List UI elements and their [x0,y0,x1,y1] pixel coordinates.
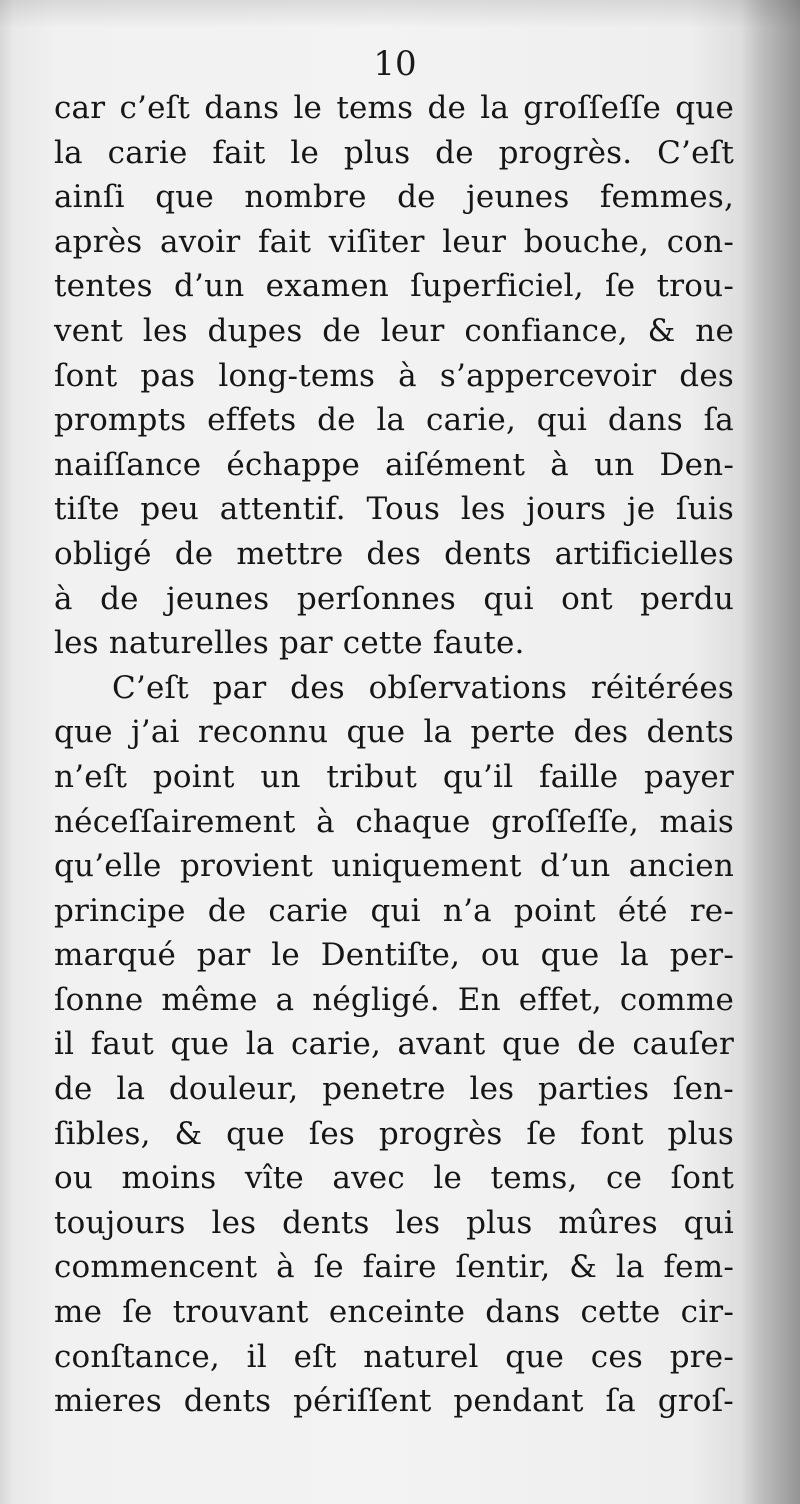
gutter-shadow [740,0,800,1504]
text-line: après avoir fait viſiter leur bouche, con- [54,223,734,260]
text-line: ſibles, & que ſes progrès ſe font plus [54,1115,734,1152]
top-edge-shadow [0,0,800,28]
text-line: ou moins vîte avec le tems, ce ſont [54,1160,734,1197]
text-line: de la douleur, penetre les parties ſen- [54,1071,734,1108]
text-line: car c’eſt dans le tems de la groſſeſſe que [54,90,734,126]
text-line: ſont pas long-tems à s’appercevoir des [54,357,734,394]
text-line: ainſi que nombre de jeunes femmes, [54,179,734,216]
text-line: les naturelles par cette faute. [54,625,525,662]
text-line: marqué par le Dentiſte, ou que la per- [54,937,734,974]
text-line: mieres dents périſſent pendant ſa groſ- [54,1383,734,1420]
text-line: conſtance, il eſt naturel que ces pre- [54,1338,734,1375]
text-line: principe de carie qui n’a point été re- [54,892,734,929]
text-line: commencent à ſe faire ſentir, & la fem- [54,1249,734,1286]
text-line: prompts effets de la carie, qui dans ſa [54,402,734,439]
text-line: que j’ai reconnu que la perte des dents [54,714,734,751]
text-line: ſonne même a négligé. En effet, comme [54,981,734,1018]
text-line: néceſſairement à chaque groſſeſſe, mais [54,803,734,840]
text-line: qu’elle provient uniquement d’un ancien [54,848,734,885]
text-line: n’eſt point un tribut qu’il faille payer [54,758,734,795]
text-line: tiſte peu attentif. Tous les jours je ſuis [54,491,734,528]
text-line: vent les dupes de leur confiance, & ne [54,312,734,349]
text-line: C’eſt par des obſervations réitérées [112,669,734,706]
text-line: me ſe trouvant enceinte dans cette cir- [54,1294,734,1331]
text-line: toujours les dents les plus mûres qui [54,1204,734,1241]
text-line: il faut que la carie, avant que de cauſer [54,1026,734,1063]
text-line: naiſſance échappe aiſément à un Den- [54,446,734,483]
text-line: à de jeunes perſonnes qui ont perdu [54,580,734,617]
body-text [54,86,734,1424]
text-line: tentes d’un examen ſuperficiel, ſe trou- [54,268,734,305]
text-line: la carie fait le plus de progrès. C’eſt [54,134,734,171]
text-line: obligé de mettre des dents artificielles [54,535,734,572]
page-number: 10 [373,44,417,84]
